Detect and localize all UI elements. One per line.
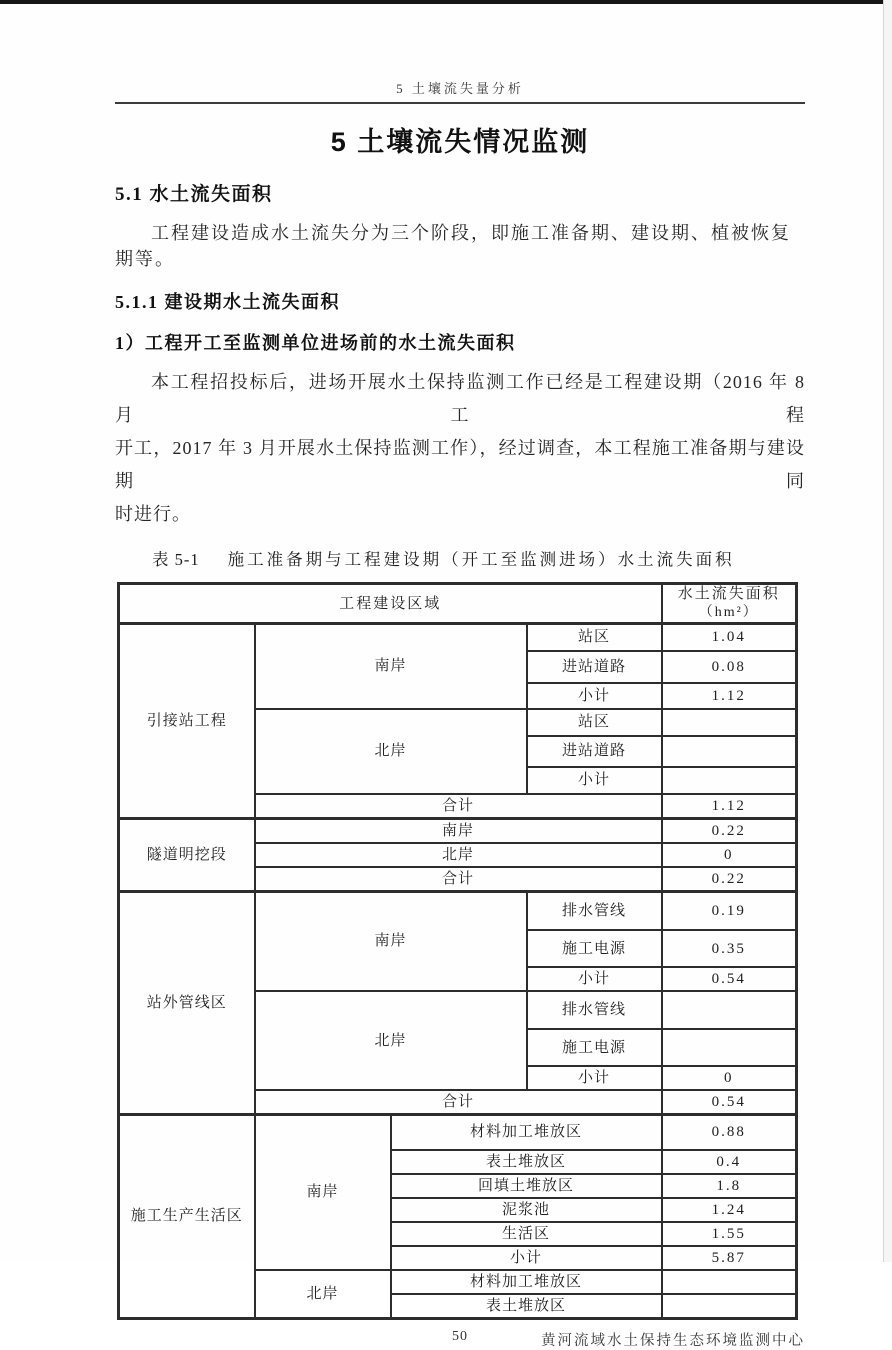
group-label-cell: 站外管线区 (119, 891, 255, 1115)
header-area-unit: （hm²） (698, 605, 759, 620)
item-label-cell: 站区 (527, 624, 662, 651)
table-caption-label: 表 5-1 (152, 550, 200, 569)
value-cell: 0.22 (662, 867, 797, 892)
value-cell: 0 (662, 1066, 797, 1090)
item-label-cell: 小计 (391, 1246, 662, 1270)
item-label-cell: 南岸 (255, 818, 662, 843)
value-cell: 5.87 (662, 1246, 797, 1270)
group-label-cell: 隧道明挖段 (119, 818, 255, 891)
bank-label-cell: 北岸 (255, 709, 527, 794)
bank-label-cell: 北岸 (255, 1270, 391, 1319)
table-caption-text: 施工准备期与工程建设期（开工至监测进场）水土流失面积 (227, 550, 735, 569)
value-cell: 0.22 (662, 818, 797, 843)
total-label-cell: 合计 (255, 867, 662, 892)
soil-loss-table (117, 582, 798, 1320)
item-label-cell: 小计 (527, 683, 662, 709)
item-label-cell: 施工电源 (527, 930, 662, 967)
total-label-cell: 合计 (255, 794, 662, 819)
value-cell (662, 1029, 797, 1066)
item-label-cell: 表土堆放区 (391, 1294, 662, 1319)
total-label-cell: 合计 (255, 1090, 662, 1115)
heading-5-1-1: 5.1.1 建设期水土流失面积 (115, 292, 340, 312)
header-area-cell (662, 584, 797, 624)
running-header: 5 土壤流失量分析 (396, 81, 524, 96)
value-cell: 1.12 (662, 794, 797, 819)
page-footer (115, 1329, 805, 1349)
paragraph-2-line-1: 本工程招投标后，进场开展水土保持监测工作已经是工程建设期（2016 年 8 月工程 (115, 372, 805, 425)
heading-5-1: 5.1 水土流失面积 (115, 184, 273, 205)
value-cell: 0.54 (662, 1090, 797, 1115)
group-label-cell: 施工生产生活区 (119, 1115, 255, 1319)
item-label-cell: 回填土堆放区 (391, 1174, 662, 1198)
bank-label-cell: 南岸 (255, 891, 527, 991)
value-cell (662, 767, 797, 794)
item-label-cell: 北岸 (255, 843, 662, 867)
item-label-cell: 小计 (527, 967, 662, 991)
footer-organization: 黄河流域水土保持生态环境监测中心 (541, 1332, 805, 1349)
scan-right-edge (883, 0, 892, 1262)
item-label-cell: 泥浆池 (391, 1198, 662, 1222)
bank-label-cell: 北岸 (255, 991, 527, 1090)
value-cell: 1.24 (662, 1198, 797, 1222)
value-cell: 0.35 (662, 930, 797, 967)
value-cell: 1.12 (662, 683, 797, 709)
item-label-cell: 排水管线 (527, 991, 662, 1029)
item-label-cell: 表土堆放区 (391, 1150, 662, 1174)
paragraph-2 (115, 366, 805, 531)
doc-title: 5 土壤流失情况监测 (330, 127, 590, 157)
value-cell: 0.54 (662, 967, 797, 991)
value-cell: 0.4 (662, 1150, 797, 1174)
page-content (115, 0, 805, 1349)
value-cell (662, 991, 797, 1029)
value-cell (662, 1270, 797, 1294)
value-cell: 0.19 (662, 891, 797, 930)
item-label-cell: 站区 (527, 709, 662, 736)
header-area-label: 水土流失面积 (677, 586, 780, 602)
item-label-cell: 施工电源 (527, 1029, 662, 1066)
item-label-cell: 材料加工堆放区 (391, 1270, 662, 1294)
page-number: 50 (452, 1328, 468, 1344)
group-label-cell: 引接站工程 (119, 624, 255, 819)
value-cell (662, 709, 797, 736)
value-cell: 1.55 (662, 1222, 797, 1246)
value-cell: 0.08 (662, 651, 797, 683)
heading-item-1: 1）工程开工至监测单位进场前的水土流失面积 (115, 333, 516, 353)
table-caption (115, 546, 805, 570)
value-cell (662, 1294, 797, 1319)
item-label-cell: 进站道路 (527, 651, 662, 683)
paragraph-2-line-3: 时进行。 (115, 504, 191, 524)
header-region-cell: 工程建设区域 (119, 584, 662, 624)
value-cell: 1.04 (662, 624, 797, 651)
bank-label-cell: 南岸 (255, 1115, 391, 1270)
item-label-cell: 进站道路 (527, 736, 662, 767)
item-label-cell: 排水管线 (527, 891, 662, 930)
value-cell: 0.88 (662, 1115, 797, 1150)
header-rule (115, 102, 805, 104)
item-label-cell: 材料加工堆放区 (391, 1115, 662, 1150)
item-label-cell: 小计 (527, 1066, 662, 1090)
value-cell: 1.8 (662, 1174, 797, 1198)
value-cell: 0 (662, 843, 797, 867)
value-cell (662, 736, 797, 767)
item-label-cell: 生活区 (391, 1222, 662, 1246)
paragraph-1: 工程建设造成水土流失分为三个阶段，即施工准备期、建设期、植被恢复期等。 (115, 223, 791, 269)
bank-label-cell: 南岸 (255, 624, 527, 709)
item-label-cell: 小计 (527, 767, 662, 794)
paragraph-2-line-2: 开工，2017 年 3 月开展水土保持监测工作），经过调查，本工程施工准备期与建设期同 (115, 438, 805, 491)
